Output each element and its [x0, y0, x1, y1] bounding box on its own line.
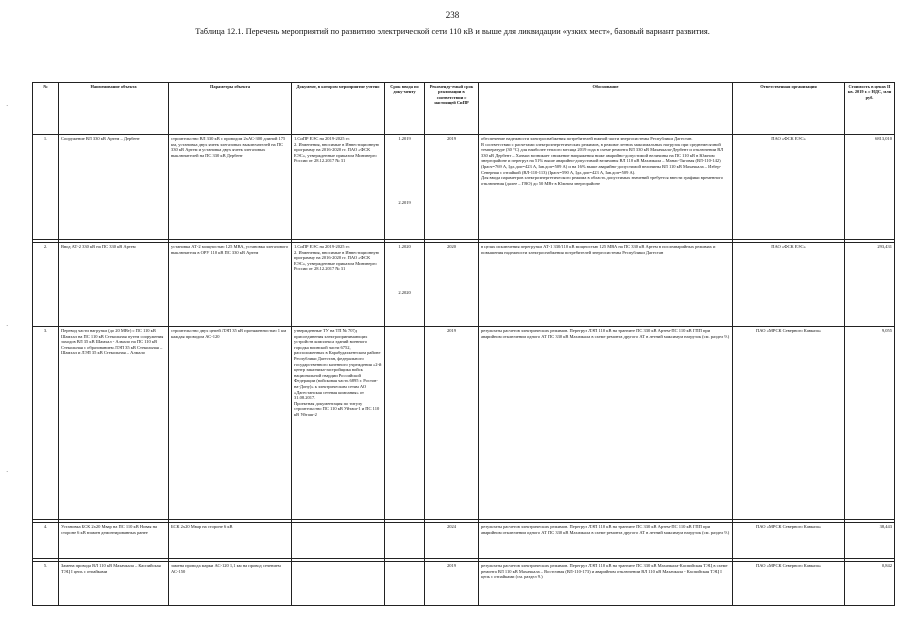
row-term [385, 523, 425, 559]
table-row [33, 562, 895, 606]
row-cost: 9,055 [845, 327, 895, 520]
header-object: Наименование объекта [59, 83, 169, 135]
row-org: ПАО «МРСК Северного Кавказа» [733, 523, 845, 559]
row-num: 1. [33, 135, 59, 240]
header-cost: Стоимость в ценах II кв. 2019 г. с НДС, млн руб. [845, 83, 895, 135]
row-recommended: 2024 [425, 523, 479, 559]
margin-mark: · [6, 102, 9, 110]
header-document: Документ, в котором мероприятие учтено [292, 83, 385, 135]
term-first: 1.2019 [398, 136, 411, 141]
row-document [292, 562, 385, 606]
table-row [33, 243, 895, 327]
table-row [33, 135, 895, 240]
page-number: 238 [445, 10, 460, 20]
row-cost: 6813,010 [845, 135, 895, 240]
row-object: Замена провода ВЛ 110 кВ Махачкала – Каспийская ТЭЦ I цепь с отпайками [59, 562, 169, 606]
row-document: 1.СиПР ЕЭС на 2019-2025 гг. 2. Изменения, вносимые в Инвестиционную программу на 2016-2020 гг. ПАО «ФСК ЕЭС», утвержденные приказом Минэнерго России от 28.12.2017 № 31 [292, 243, 385, 327]
row-recommended: 2019 [425, 562, 479, 606]
row-org: ПАО «ФСК ЕЭС» [733, 135, 845, 240]
row-term [385, 562, 425, 606]
row-justification: результаты расчетов электрических режимов. Перегруз ЛЭП 110 кВ на транзите ПС 330 кВ Артем-ПС 110 кВ ГПП при аварийном отключении одного АТ ПС 330 кВ Махачкала в схеме ремонта другого АТ в летний максимум нагрузок (см. раздел 9.) [479, 327, 733, 520]
row-term [385, 327, 425, 520]
row-org: ПАО «МРСК Северного Кавказа» [733, 562, 845, 606]
row-params: строительство ВЛ 330 кВ с проводом 2хАС-300 длиной 175 км, установка двух ячеек элегазовых выключателей на ПС 330 кВ Артем и установка двух ячеек элегазовых выключателей на ПС 330 кВ Дербент [169, 135, 292, 240]
header-row [33, 83, 895, 135]
row-document [292, 523, 385, 559]
term-first: 1.2020 [398, 244, 411, 249]
row-document: утвержденные ТУ на ТП № 707д присоединения электропринимающих устройств комплекса зданий военного городка воинской части 6752, расположенных в Карабудахкентском районе Республики Дагестан, федерального государственного казенного учреждения «2-й центр заказчика-застройщика войск национальной гвардии Российской Федерации (войсковая часть 6895 г. Ростов-на-Дону)» к электрическим сетям АО «Дагестанская сетевая компания» от 31.08.2017. Проектная документация по титулу строительство ПС 110 кВ Уйташ-1 и ПС 110 кВ Уйташ-2 [292, 327, 385, 520]
row-object: Перевод части нагрузки (до 20 МВт) с ПС 110 кВ Шамхал на ПС 110 кВ Стекольная путем сооружения заходов ВЛ 35 кВ Шамхал - Алмало на ПС 110 кВ Стекольная с образованием ЛЭП 35 кВ Стекольная – Шамхал и ЛЭП 35 кВ Стекольная – Алмало [59, 327, 169, 520]
row-document: 1.СиПР ЕЭС на 2019-2025 гг. 2. Изменения, вносимые в Инвестиционную программу на 2016-2020 гг. ПАО «ФСК ЕЭС», утвержденные приказом Минэнерго России от 28.12.2017 № 31 [292, 135, 385, 240]
row-recommended: 2019 [425, 135, 479, 240]
row-num: 2. [33, 243, 59, 327]
row-recommended: 2020 [425, 243, 479, 327]
header-term: Срок ввода по доку-менту [385, 83, 425, 135]
header-num: № [33, 83, 59, 135]
header-params: Параметры объекта [169, 83, 292, 135]
row-object: Сооружение ВЛ 330 кВ Артем – Дербент [59, 135, 169, 240]
term-second: 2.2019 [398, 199, 411, 205]
row-params: строительство двух цепей ЛЭП 35 кВ протяженностью 1 км каждая проводом АС-120 [169, 327, 292, 520]
row-justification: результаты расчетов электрических режимов. Перегруз ЛЭП 110 кВ на транзите ПС 330 кВ Артем-ПС 110 кВ ГПП при аварийном отключении одного АТ ПС 330 кВ Махачкала в схеме ремонта другого АТ в летний максимум нагрузок (см. раздел 9.) [479, 523, 733, 559]
row-org: ПАО «ФСК ЕЭС» [733, 243, 845, 327]
row-term [385, 243, 425, 327]
row-object: Ввод АТ-2 330 кВ на ПС 330 кВ Артем [59, 243, 169, 327]
margin-mark: · [6, 322, 9, 330]
row-num: 5. [33, 562, 59, 606]
table-title: Таблица 12.1. Перечень мероприятий по развитию электрической сети 110 кВ и выше для ликвидации «узких мест», базовый вариант развития. [195, 27, 710, 36]
table-row [33, 327, 895, 520]
row-cost: 38,443 [845, 523, 895, 559]
term-second: 2.2020 [398, 289, 411, 295]
row-recommended: 2019 [425, 327, 479, 520]
row-justification: в целях исключения перегрузки АТ-1 330/110 кВ мощностью 125 МВА на ПС 330 кВ Артем в послеаварийных режимах и повышения надежности электроснабжения потребителей энергосистемы Республики Дагестан [479, 243, 733, 327]
row-cost: 293,431 [845, 243, 895, 327]
margin-mark: · [6, 468, 9, 476]
header-recommended: Рекоменду-емый срок реализации в соответствии с настоящей СиПР [425, 83, 479, 135]
table-row [33, 523, 895, 559]
header-justification: Обоснование [479, 83, 733, 135]
row-justification: обеспечение надежности электроснабжения потребителей южной части энергосистемы Республики Дагестан. В соответствии с расчетами электроэнергетических режимов, в режиме летних максимальных нагрузок при среднемесячной температуре (30 °С) для наиболее теплого месяца 2019 года в схеме ремонта ВЛ 330 кВ Махачкала-Дербент и отключении ВЛ 330 кВ Дербент – Хачмаз возникает снижение напряжения ниже аварийно-допустимой величины на ПС 110 кВ в Южном энергорайоне и перегруз на 51% выше аварийно-допустимой величины ВЛ 110 кВ Махачкала – Манас-Тяговая (ВЛ-110-142) (Iрасч=769 А, Iдл.доп=423 А, Iав.доп=509 А) и на 16% выше аварийно-допустимой величины ВЛ 110 кВ Махачкала – Избер-Северная с отпайкой (ВЛ-110-113) (Iрасч=590 А, Iдл.доп=423 А, Iав.доп=509 А). Для ввода параметров электроэнергетического режима в область допустимых значений требуется ввести графики временного отключения (далее – ГВО) до 50 МВт в Южном энергорайоне [479, 135, 733, 240]
row-justification: результаты расчетов электрических режимов. Перегруз ЛЭП 110 кВ на транзите ПС 330 кВ Махачкала-Каспийская ТЭЦ в схеме ремонта ВЛ 110 кВ Махачкала – Восточная (ВЛ-110-173) и аварийном отключении ВЛ 110 кВ Махачкала - Каспийская ТЭЦ I цепь с отпайками (см. раздел 9.) [479, 562, 733, 606]
row-params: установка АТ-2 мощностью 125 МВА, установка элегазового выключателя в ОРУ 110 кВ ПС 330 кВ Артем [169, 243, 292, 327]
row-object: Установка БСК 2х20 Мвар на ПС 110 кВ Новая на стороне 6 кВ взамен демонтированных ранее [59, 523, 169, 559]
row-cost: 0,842 [845, 562, 895, 606]
row-num: 3. [33, 327, 59, 520]
measures-table [32, 82, 895, 606]
row-org: ПАО «МРСК Северного Кавказа» [733, 327, 845, 520]
row-params: БСК 2х20 Мвар на стороне 6 кВ [169, 523, 292, 559]
row-num: 4. [33, 523, 59, 559]
row-term [385, 135, 425, 240]
row-params: замена провода марки АС-120 1,1 км на провод сечением АС-150 [169, 562, 292, 606]
header-org: Ответственная организация [733, 83, 845, 135]
